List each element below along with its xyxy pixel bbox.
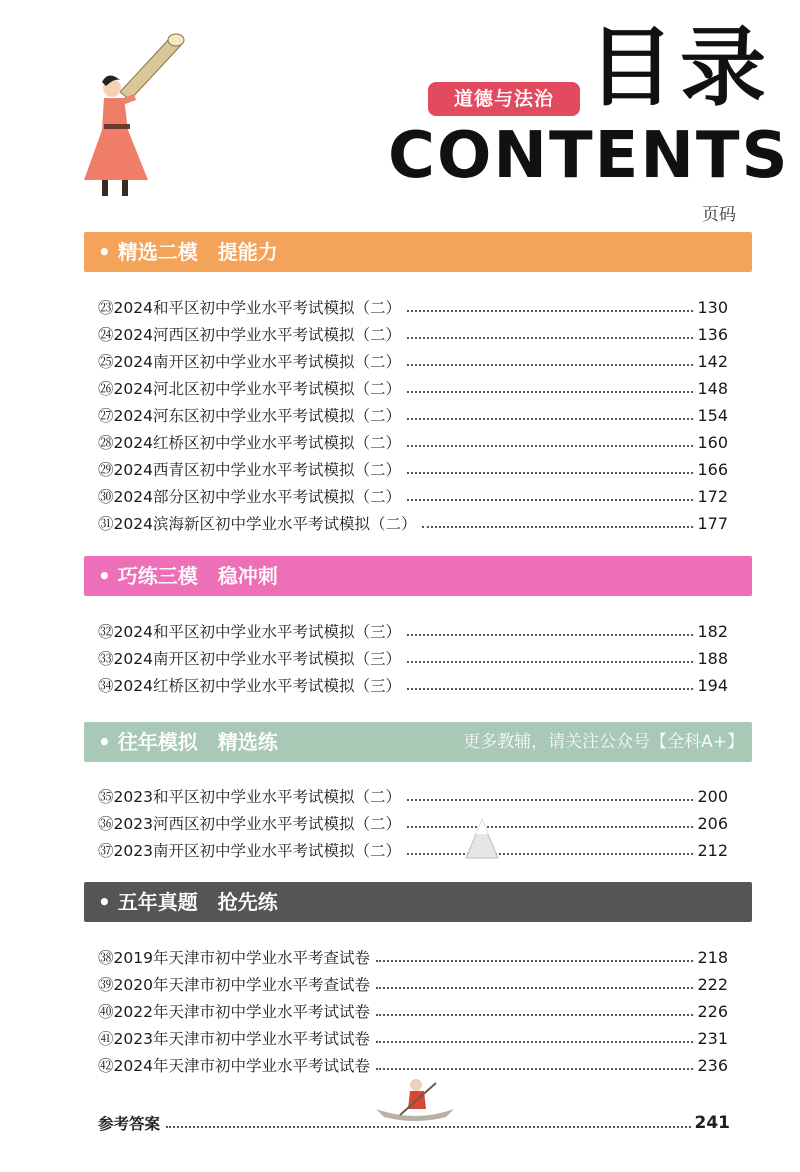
- section-header: [84, 556, 752, 596]
- dot-leader: [407, 472, 694, 474]
- toc-entry-title: ㉟2023和平区初中学业水平考试模拟（二）: [98, 788, 401, 806]
- section-header: [84, 882, 752, 922]
- toc-entry-page: 194: [697, 675, 728, 695]
- toc-entry-page: 182: [697, 621, 728, 641]
- toc-entry[interactable]: [98, 375, 728, 401]
- toc-entry[interactable]: [98, 810, 728, 836]
- answer-key-label: 参考答案: [98, 1115, 161, 1133]
- toc-entry-title: ㉔2024河西区初中学业水平考试模拟（二）: [98, 326, 401, 344]
- section-watermark-note: 更多教辅，请关注公众号【全科A+】: [463, 732, 744, 752]
- toc-entry[interactable]: [98, 402, 728, 428]
- toc-entry-title: ㉙2024西青区初中学业水平考试模拟（二）: [98, 461, 401, 479]
- toc-entry[interactable]: [98, 348, 728, 374]
- toc-entry-title: ㉖2024河北区初中学业水平考试模拟（二）: [98, 380, 401, 398]
- toc-entry[interactable]: [98, 944, 728, 970]
- page-title: 目录: [588, 18, 772, 118]
- toc-entry-page: 226: [697, 1001, 728, 1021]
- toc-entry-page: 206: [697, 813, 728, 833]
- dot-leader: [376, 987, 694, 989]
- toc-entry-page: 236: [697, 1055, 728, 1075]
- toc-entry-page: 142: [697, 351, 728, 371]
- answer-key-entry[interactable]: [98, 1110, 730, 1136]
- dot-leader: [407, 310, 694, 312]
- dot-leader: [407, 799, 694, 801]
- toc-entry[interactable]: [98, 998, 728, 1024]
- toc-entry-page: 212: [697, 840, 728, 860]
- section-title: • 五年真题 抢先练: [98, 890, 278, 914]
- dot-leader: [407, 364, 694, 366]
- dot-leader: [376, 1041, 694, 1043]
- dot-leader: [407, 337, 694, 339]
- dot-leader: [376, 1014, 694, 1016]
- section-title: • 往年模拟 精选练: [98, 730, 278, 754]
- toc-entry-title: ㉜2024和平区初中学业水平考试模拟（三）: [98, 623, 401, 641]
- toc-entry-title: ㉞2024红桥区初中学业水平考试模拟（三）: [98, 677, 401, 695]
- toc-entry-title: ㉚2024部分区初中学业水平考试模拟（二）: [98, 488, 401, 506]
- section-header: [84, 232, 752, 272]
- toc-entry-page: 148: [697, 378, 728, 398]
- toc-entry[interactable]: [98, 618, 728, 644]
- page-title-english: CONTENTS: [388, 119, 790, 193]
- toc-entry[interactable]: [98, 456, 728, 482]
- toc-entry-page: 218: [697, 947, 728, 967]
- toc-entry-title: ㊱2023河西区初中学业水平考试模拟（二）: [98, 815, 401, 833]
- dot-leader: [407, 661, 694, 663]
- toc-entry-page: 200: [697, 786, 728, 806]
- toc-entry[interactable]: [98, 837, 728, 863]
- toc-entry-title: ㊵2022年天津市初中学业水平考试试卷: [98, 1003, 370, 1021]
- toc-entry-title: ㉘2024红桥区初中学业水平考试模拟（二）: [98, 434, 401, 452]
- dot-leader: [407, 391, 694, 393]
- dot-leader: [407, 634, 694, 636]
- dot-leader: [422, 526, 693, 528]
- section-header: [84, 722, 752, 762]
- toc-entry-page: 154: [697, 405, 728, 425]
- dot-leader: [407, 499, 694, 501]
- toc-entry[interactable]: [98, 645, 728, 671]
- toc-entry-page: 231: [697, 1028, 728, 1048]
- toc-entry[interactable]: [98, 672, 728, 698]
- toc-entry[interactable]: [98, 321, 728, 347]
- toc-entry-title: ㉛2024滨海新区初中学业水平考试模拟（二）: [98, 515, 417, 533]
- toc-entry-page: 160: [697, 432, 728, 452]
- toc-entry[interactable]: [98, 783, 728, 809]
- dot-leader: [407, 445, 694, 447]
- toc-entry[interactable]: [98, 971, 728, 997]
- toc-entry-title: ㊷2024年天津市初中学业水平考试试卷: [98, 1057, 370, 1075]
- toc-entry-title: ㊲2023南开区初中学业水平考试模拟（二）: [98, 842, 401, 860]
- toc-entry[interactable]: [98, 429, 728, 455]
- dot-leader: [166, 1126, 690, 1128]
- horn-blower-illustration: [78, 30, 188, 200]
- mountain-peak-illustration: [462, 818, 502, 860]
- toc-entry[interactable]: [98, 294, 728, 320]
- toc-entry-page: 222: [697, 974, 728, 994]
- toc-entry-title: ㉓2024和平区初中学业水平考试模拟（二）: [98, 299, 401, 317]
- toc-entry-title: ㊳2019年天津市初中学业水平考查试卷: [98, 949, 370, 967]
- answer-key-page: 241: [694, 1113, 730, 1133]
- dot-leader: [407, 688, 694, 690]
- subject-badge: 道德与法治: [428, 82, 580, 116]
- toc-entry[interactable]: [98, 510, 728, 536]
- page-column-label: 页码: [702, 205, 736, 225]
- toc-entry-page: 166: [697, 459, 728, 479]
- dot-leader: [407, 853, 694, 855]
- toc-entry-page: 188: [697, 648, 728, 668]
- dot-leader: [376, 960, 694, 962]
- toc-entry-page: 172: [697, 486, 728, 506]
- dot-leader: [407, 826, 694, 828]
- dot-leader: [407, 418, 694, 420]
- toc-entry-title: ㉗2024河东区初中学业水平考试模拟（二）: [98, 407, 401, 425]
- toc-entry-title: ㊶2023年天津市初中学业水平考试试卷: [98, 1030, 370, 1048]
- toc-entry-title: ㉕2024南开区初中学业水平考试模拟（二）: [98, 353, 401, 371]
- toc-entry[interactable]: [98, 1025, 728, 1051]
- section-title: • 精选二模 提能力: [98, 240, 278, 264]
- toc-entry-page: 136: [697, 324, 728, 344]
- toc-entry-title: ㊴2020年天津市初中学业水平考查试卷: [98, 976, 370, 994]
- section-title: • 巧练三模 稳冲刺: [98, 564, 278, 588]
- toc-entry[interactable]: [98, 483, 728, 509]
- toc-entry-page: 177: [697, 513, 728, 533]
- toc-entry-title: ㉝2024南开区初中学业水平考试模拟（三）: [98, 650, 401, 668]
- toc-entry-page: 130: [697, 297, 728, 317]
